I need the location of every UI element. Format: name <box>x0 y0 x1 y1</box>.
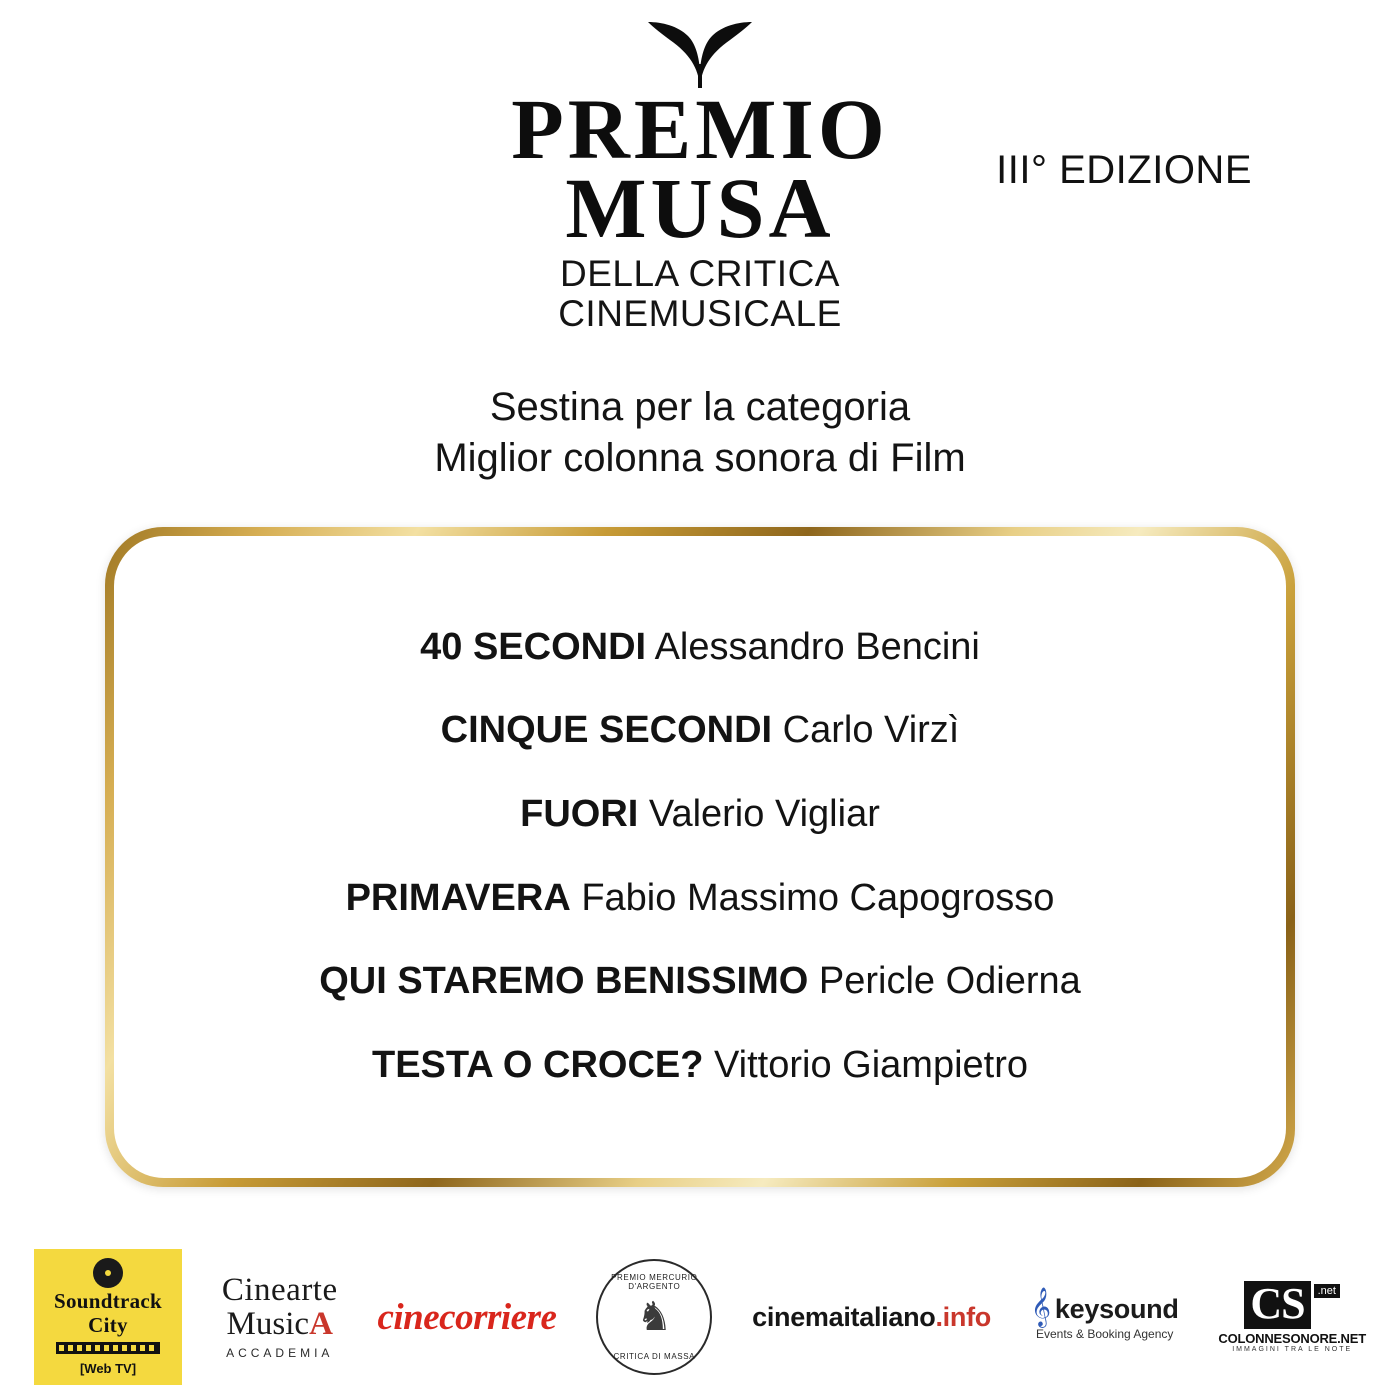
sponsor-name: COLONNESONORE.NET <box>1218 1330 1366 1346</box>
brand-title <box>511 81 889 257</box>
brand-title-line1: PREMIO <box>511 81 889 177</box>
sponsor-mark-net: .net <box>1314 1284 1340 1298</box>
sponsor-name-line2 <box>222 1307 338 1342</box>
seal-ring-top-text: PREMIO MERCURIO D'ARGENTO <box>611 1273 698 1291</box>
list-item <box>400 606 1000 690</box>
brand-title-line2: MUSA <box>565 160 835 257</box>
brand-subtitle <box>511 254 889 334</box>
sponsor-strip <box>0 1242 1400 1392</box>
sponsor-cinemaitaliano <box>752 1302 991 1333</box>
list-item <box>326 857 1075 941</box>
list-item <box>500 773 900 857</box>
nominee-film-title: CINQUE SECONDI <box>440 709 773 752</box>
vinyl-disc-icon <box>93 1258 123 1288</box>
edition-label: III° EDIZIONE <box>996 148 1252 192</box>
nominee-author: Pericle Odierna <box>818 960 1081 1003</box>
nominee-author: Fabio Massimo Capogrosso <box>581 876 1055 919</box>
sponsor-subline: ACCADEMIA <box>226 1345 334 1360</box>
poster-header <box>0 0 1400 485</box>
sponsor-tagline: [Web TV] <box>79 1361 137 1376</box>
nominee-film-title: 40 SECONDI <box>420 625 647 668</box>
trophy-statue-icon: ♞ <box>636 1295 673 1339</box>
sponsor-colonnesonore <box>1218 1281 1366 1353</box>
list-item <box>352 1024 1048 1108</box>
list-item <box>421 689 980 773</box>
seal-ring-bottom-text: CRITICA DI MASSA <box>613 1352 696 1361</box>
nominee-author: Alessandro Bencini <box>654 625 980 668</box>
nominee-frame <box>105 527 1295 1187</box>
sponsor-name-line2-suffix: A <box>309 1306 333 1343</box>
nominee-author: Vittorio Giampietro <box>714 1043 1028 1086</box>
sponsor-name-line2-prefix: M <box>226 1306 256 1343</box>
sponsor-keysound <box>1030 1287 1179 1341</box>
list-item <box>299 940 1101 1024</box>
category-line1: Sestina per la categoria <box>489 385 911 430</box>
sponsor-mercurio-dargento <box>596 1259 712 1375</box>
sponsor-cinearte-musica <box>222 1274 338 1360</box>
nominee-list <box>114 536 1286 1178</box>
sponsor-name-line2: City <box>88 1313 128 1337</box>
sponsor-name-line1: Soundtrack <box>53 1289 163 1313</box>
sponsor-name: keysound <box>1054 1293 1179 1324</box>
sponsor-mark: CS <box>1244 1281 1310 1329</box>
brand-subtitle-line1: DELLA CRITICA <box>560 253 840 295</box>
nominee-film-title: TESTA O CROCE? <box>372 1043 704 1086</box>
sponsor-tagline: Events & Booking Agency <box>1035 1326 1174 1341</box>
sponsor-name-line1: Cinearte <box>221 1272 338 1309</box>
sponsor-tagline: IMMAGINI TRA LE NOTE <box>1232 1345 1353 1353</box>
nominee-film-title: PRIMAVERA <box>345 876 571 919</box>
sponsor-name-suffix: .info <box>935 1301 991 1332</box>
category-line2: Miglior colonna sonora di Film <box>434 436 966 481</box>
film-strip-icon <box>56 1342 160 1354</box>
sponsor-cinecorriere: cinecorriere <box>377 1296 557 1338</box>
leaf-icon <box>640 18 760 88</box>
nominee-author: Valerio Vigliar <box>648 792 880 835</box>
nominee-film-title: FUORI <box>520 792 639 835</box>
nominee-author: Carlo Virzì <box>782 709 960 752</box>
category-block <box>0 382 1400 484</box>
brand-subtitle-line2: CINEMUSICALE <box>558 293 842 335</box>
sponsor-name: cinemaitaliano <box>752 1301 936 1332</box>
sponsor-name-line2-mid: usic <box>255 1306 310 1343</box>
nominee-film-title: QUI STAREMO BENISSIMO <box>319 960 809 1003</box>
gold-border <box>105 527 1295 1187</box>
music-clef-icon: 𝄞 <box>1030 1287 1051 1326</box>
sponsor-soundtrack-city <box>34 1249 182 1385</box>
brand-title-block <box>511 81 889 335</box>
